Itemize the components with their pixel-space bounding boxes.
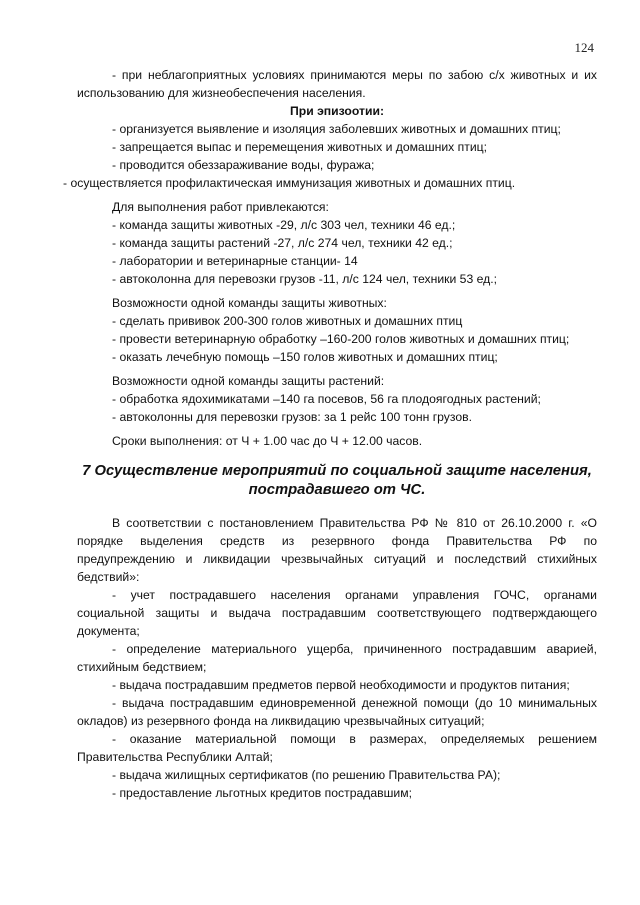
plant-team-item: - обработка ядохимикатами –140 га посевов, 56 га плодоягодных растений; [112,392,541,406]
s7-p3-line: стихийным бедствием; [77,660,207,674]
animal-team-item: - сделать прививок 200-300 голов животных и домашних птиц [112,314,463,328]
s7-p6-line: Правительства Республики Алтай; [77,750,273,764]
episootii-item: - организуется выявление и изоляция заболевших животных и домашних птиц; [112,122,561,136]
episootii-item-outdent: - осуществляется профилактическая иммунизация животных и домашних птиц. [63,176,516,190]
s7-p2-line: социальной защиты и выдача пострадавшим соответствующего подтверждающего [77,606,597,620]
page-number: 124 [574,40,594,55]
involved-item: - команда защиты растений -27, л/с 274 чел, техники 42 ед.; [112,236,453,250]
animal-team-title: Возможности одной команды защиты животных: [112,296,387,310]
section-7-heading-line-2: пострадавшего от ЧС. [248,482,426,498]
involved-item: - команда защиты животных -29, л/с 303 чел, техники 46 ед.; [112,218,456,232]
s7-p1-line: бедствий»: [77,570,140,584]
animal-team-item: - провести ветеринарную обработку –160-200 голов животных и домашних птиц; [112,332,570,346]
s7-p1-line: предупреждению и ликвидации чрезвычайных ситуаций и последствий стихийных [77,552,597,566]
intro-line-2: использованию для жизнеобеспечения населения. [77,86,366,100]
s7-p4: - выдача пострадавшим предметов первой необходимости и продуктов питания; [112,678,570,692]
episootii-item: - запрещается выпас и перемещения животных и домашних птиц; [112,140,487,154]
page-content [63,66,597,802]
s7-p1-line: порядке выделения средств из резервного фонда Правительства РФ по [77,534,597,548]
episootii-heading: При эпизоотии: [289,104,385,118]
involved-item: - автоколонна для перевозки грузов -11, л/с 124 чел, техники 53 ед.; [112,272,498,286]
s7-p6-line: - оказание материальной помощи в размерах, определяемых решением [112,732,597,746]
section-7-heading-line-1: 7 Осуществление мероприятий по социальной защите населения, [82,463,592,479]
s7-p5-line: - выдача пострадавшим единовременной денежной помощи (до 10 минимальных [112,696,597,710]
section-7-heading [77,462,597,500]
s7-p5-line: окладов) из резервного фонда на ликвидацию чрезвычайных ситуаций; [77,714,485,728]
involved-item: - лаборатории и ветеринарные станции- 14 [112,254,358,268]
plant-team-item: - автоколонны для перевозки грузов: за 1 рейс 100 тонн грузов. [112,410,472,424]
s7-p8: - предоставление льготных кредитов пострадавшим; [112,786,412,800]
s7-p7: - выдача жилищных сертификатов (по решению Правительства РА); [112,768,501,782]
animal-team-item: - оказать лечебную помощь –150 голов животных и домашних птиц; [112,350,498,364]
deadlines: Сроки выполнения: от Ч + 1.00 час до Ч + 12.00 часов. [112,434,423,448]
s7-p3-line: - определение материального ущерба, причиненного пострадавшим аварией, [112,642,597,656]
intro-line-1: - при неблагоприятных условиях принимаются меры по забою с/х животных и их [112,68,597,82]
s7-p1-line: В соответствии с постановлением Правительства РФ № 810 от 26.10.2000 г. «О [112,516,597,530]
involved-title: Для выполнения работ привлекаются: [112,200,329,214]
s7-p2-line: документа; [77,624,140,638]
s7-p2-line: - учет пострадавшего населения органами управления ГОЧС, органами [112,588,597,602]
plant-team-title: Возможности одной команды защиты растений: [112,374,385,388]
episootii-item: - проводится обеззараживание воды, фуража; [112,158,375,172]
